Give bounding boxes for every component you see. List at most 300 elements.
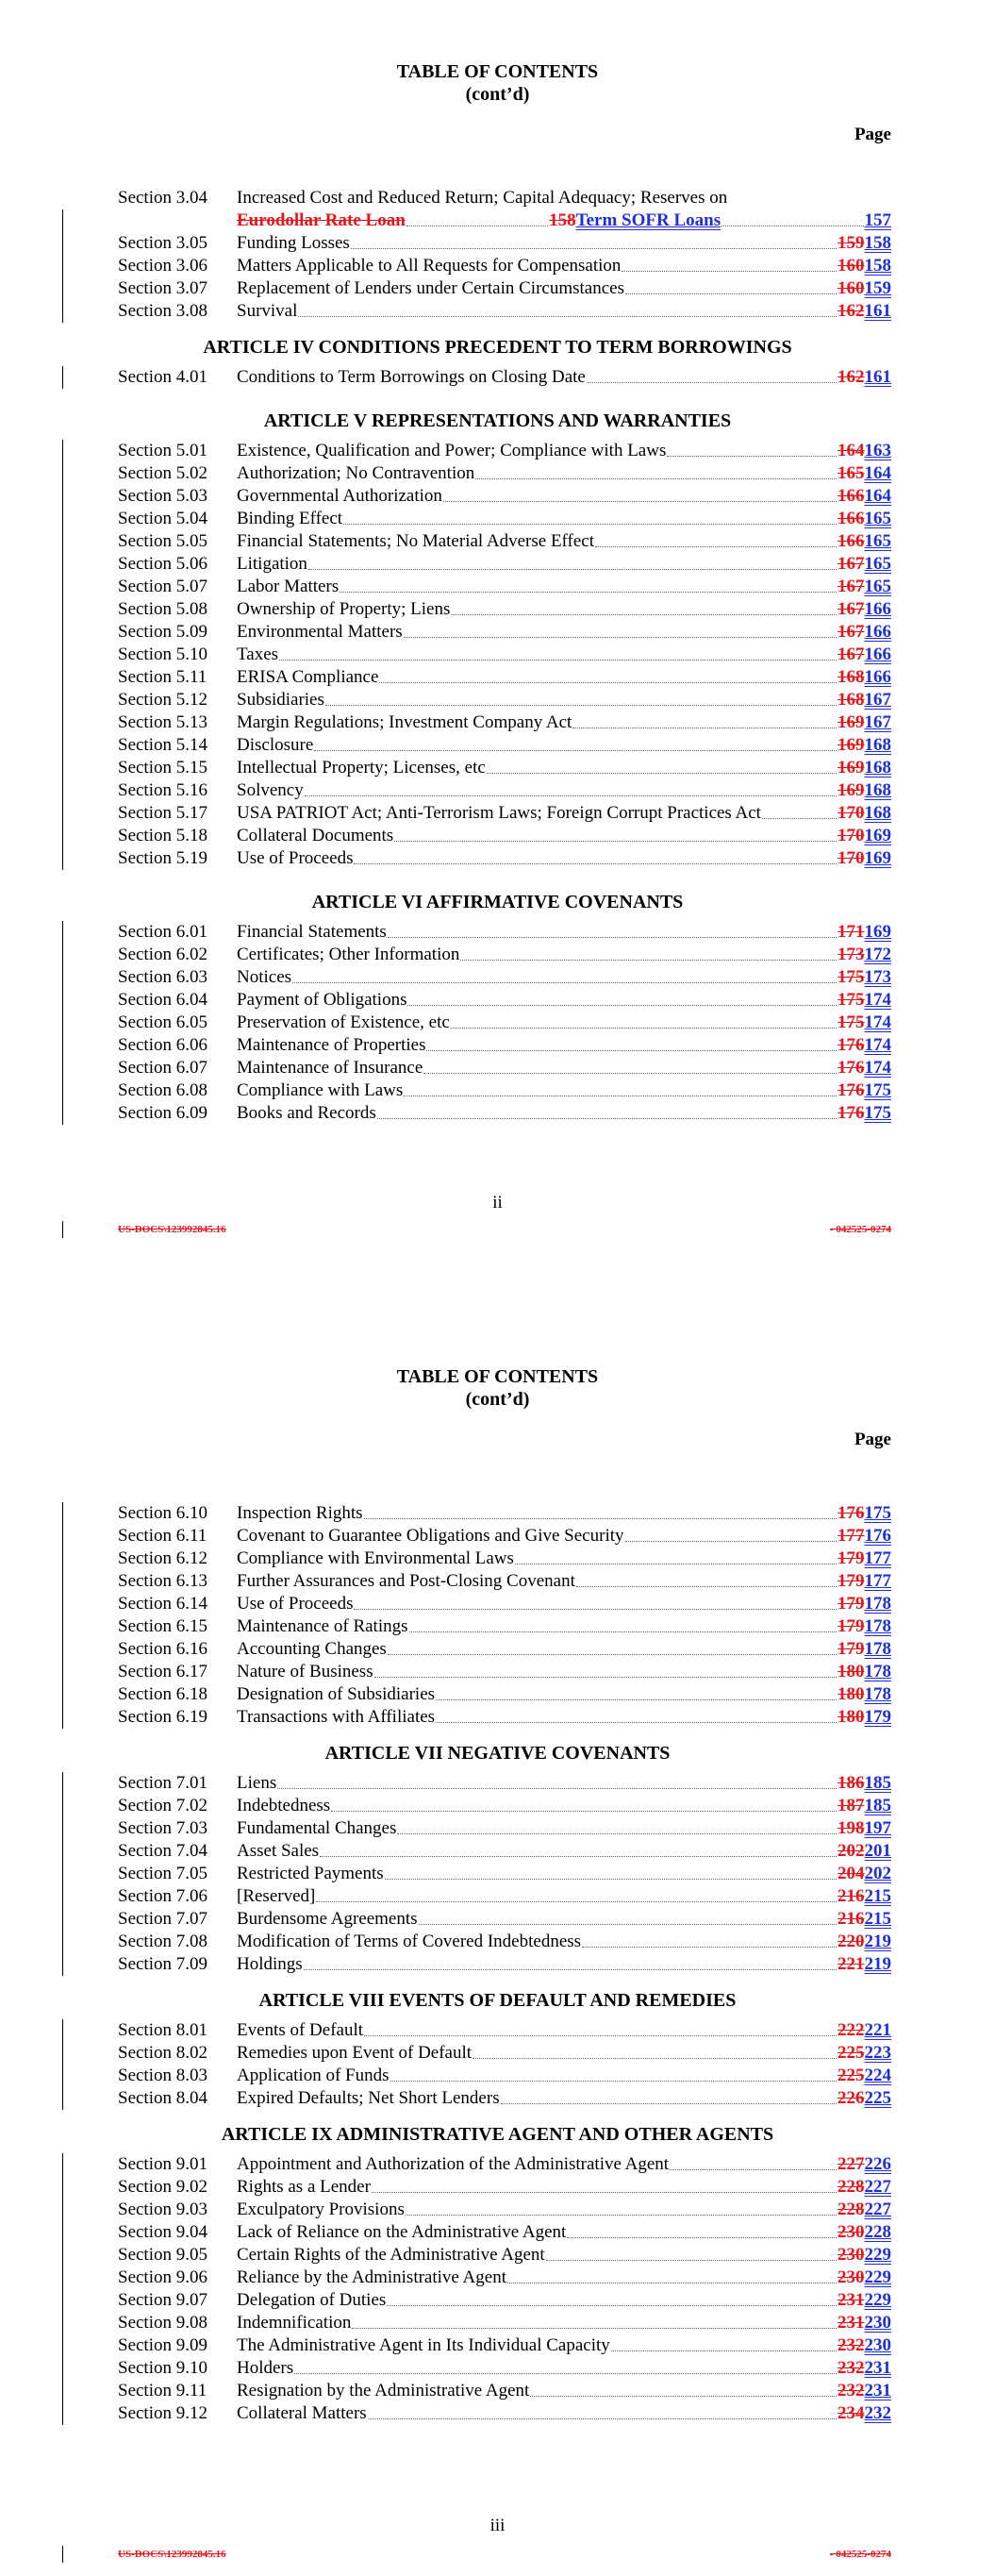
old-page-number: 232	[837, 2335, 865, 2355]
old-page-number: 231	[837, 2313, 865, 2333]
toc-entry[interactable]	[118, 2199, 891, 2221]
section-number: Section 5.14	[118, 735, 207, 755]
section-title: Inspection Rights	[237, 1503, 363, 1523]
old-page-number: 176	[837, 1080, 865, 1100]
toc-entry[interactable]	[118, 255, 891, 277]
section-title: Authorization; No Contravention	[237, 463, 475, 483]
new-page-number: 159	[864, 278, 891, 298]
toc-entry[interactable]	[118, 1840, 891, 1863]
new-page-number: 225	[864, 2088, 891, 2108]
section-number: Section 9.12	[118, 2403, 207, 2423]
dot-leader	[587, 382, 837, 383]
toc-entry[interactable]	[118, 2357, 891, 2380]
dot-leader	[667, 456, 837, 457]
footer-doc-code: - 042525-0274	[829, 2549, 891, 2560]
dot-leader	[397, 1833, 837, 1834]
dot-leader	[294, 2373, 837, 2374]
dot-leader	[331, 1811, 837, 1812]
toc-entry[interactable]	[118, 825, 891, 847]
dot-leader	[409, 1631, 837, 1632]
dot-leader	[451, 614, 837, 615]
toc-entry[interactable]	[118, 2312, 891, 2334]
section-number: Section 7.08	[118, 1932, 207, 1951]
dot-leader	[374, 1677, 837, 1678]
new-page-number: 219	[864, 1954, 891, 1974]
change-bar	[62, 1502, 63, 1729]
toc-entry[interactable]	[118, 644, 891, 666]
dot-leader	[501, 2103, 837, 2104]
old-page-number: 204	[837, 1864, 865, 1883]
dot-leader	[443, 501, 837, 502]
section-title: Resignation by the Administrative Agent	[237, 2381, 530, 2400]
section-title: Existence, Qualification and Power; Compliance with Laws	[237, 441, 667, 460]
old-page-number: 230	[837, 2245, 865, 2265]
toc-entry[interactable]	[118, 1593, 891, 1615]
section-title: Subsidiaries	[237, 690, 324, 710]
section-number: Section 6.05	[118, 1012, 207, 1032]
toc-entry[interactable]	[118, 2221, 891, 2244]
toc-entry[interactable]	[118, 1079, 891, 1102]
dot-leader	[385, 1879, 837, 1880]
dot-leader	[372, 2192, 837, 2193]
dot-leader	[407, 1005, 837, 1006]
section-number: Section 6.11	[118, 1526, 207, 1546]
new-page-number: 165	[864, 554, 891, 574]
old-page-number: 177	[837, 1526, 865, 1546]
new-page-number: 168	[864, 735, 891, 755]
toc-entry[interactable]	[118, 553, 891, 576]
section-title: Fundamental Changes	[237, 1818, 397, 1838]
dot-leader	[436, 1699, 837, 1700]
section-number: Section 8.03	[118, 2066, 207, 2085]
section-number: Section 8.04	[118, 2088, 207, 2108]
toc-entry[interactable]	[118, 621, 891, 644]
toc-entry[interactable]	[118, 1683, 891, 1706]
section-number: Section 9.07	[118, 2290, 207, 2310]
section-title: [Reserved]	[237, 1886, 316, 1906]
section-title: Burdensome Agreements	[237, 1909, 418, 1929]
section-title: Holdings	[237, 1954, 303, 1974]
section-title: Holders	[237, 2358, 294, 2378]
inserted-page-number: 157	[864, 210, 892, 230]
new-page-number: 175	[864, 1503, 891, 1523]
dot-leader	[298, 316, 837, 317]
toc-entry[interactable]	[118, 1931, 891, 1953]
toc-entry[interactable]	[118, 1953, 891, 1976]
dot-leader	[364, 1518, 837, 1519]
toc-entry[interactable]	[118, 2289, 891, 2312]
dot-leader	[354, 1609, 837, 1610]
toc-entry[interactable]	[118, 779, 891, 802]
toc-entry[interactable]	[118, 598, 891, 621]
section-number: Section 5.09	[118, 622, 207, 642]
toc-entry[interactable]	[118, 757, 891, 779]
section-title: Use of Proceeds	[237, 848, 354, 868]
toc-entry-3-04[interactable]	[118, 187, 891, 209]
old-page-number: 169	[837, 712, 865, 732]
dot-leader	[314, 750, 837, 751]
page-column-label: Page	[854, 1430, 891, 1449]
section-number: Section 6.10	[118, 1503, 207, 1523]
old-page-number: 169	[837, 758, 865, 778]
dot-leader	[325, 705, 837, 706]
dot-leader	[292, 982, 837, 983]
toc-entry[interactable]	[118, 1547, 891, 1570]
section-number: Section 6.08	[118, 1080, 207, 1100]
new-page-number: 227	[864, 2177, 891, 2197]
old-page-number: 169	[837, 735, 865, 755]
old-page-number: 173	[837, 945, 865, 964]
toc-entry[interactable]	[118, 277, 891, 300]
section-title: Labor Matters	[237, 577, 340, 596]
section-number: Section 6.12	[118, 1548, 207, 1568]
section-title: Designation of Subsidiaries	[237, 1684, 436, 1704]
toc-subtitle: (cont’d)	[465, 84, 530, 105]
toc-entry[interactable]	[118, 1034, 891, 1057]
dot-leader	[423, 1073, 837, 1074]
old-page-number: 228	[837, 2200, 865, 2219]
toc-entry[interactable]	[118, 1817, 891, 1840]
section-number: Section 3.06	[118, 256, 207, 276]
old-page-number: 180	[837, 1707, 865, 1727]
section-number: Section 5.07	[118, 577, 207, 596]
new-page-number: 177	[864, 1571, 891, 1591]
toc-entry[interactable]	[118, 921, 891, 944]
toc-entry[interactable]	[118, 1795, 891, 1817]
section-number: Section 6.17	[118, 1662, 207, 1681]
toc-entry[interactable]	[118, 440, 891, 462]
section-title: Conditions to Term Borrowings on Closing Date	[237, 367, 586, 387]
section-number: Section 6.04	[118, 990, 207, 1010]
new-page-number: 168	[864, 780, 891, 800]
section-title: Asset Sales	[237, 1841, 320, 1861]
section-number: Section 9.09	[118, 2335, 207, 2355]
section-title: Maintenance of Properties	[237, 1035, 426, 1055]
toc-entry[interactable]	[118, 1570, 891, 1593]
section-title: Remedies upon Event of Default	[237, 2043, 473, 2063]
section-number: Section 5.02	[118, 463, 207, 483]
toc-subtitle: (cont’d)	[465, 1389, 530, 1410]
section-number: Section 7.07	[118, 1909, 207, 1929]
new-page-number: 227	[864, 2200, 891, 2219]
section-number: Section 6.06	[118, 1035, 207, 1055]
old-page-number: 176	[837, 1103, 865, 1123]
old-page-number: 171	[837, 922, 865, 942]
new-page-number: 161	[864, 301, 891, 321]
section-title: Preservation of Existence, etc	[237, 1012, 450, 1032]
section-number: Section 5.05	[118, 531, 207, 551]
new-page-number: 174	[864, 1058, 891, 1078]
toc-entry[interactable]	[118, 966, 891, 989]
section-number: Section 6.13	[118, 1571, 207, 1591]
dot-leader	[343, 524, 837, 525]
toc-entry[interactable]	[118, 2042, 891, 2065]
new-page-number: 165	[864, 577, 891, 596]
toc-entry[interactable]	[118, 366, 891, 389]
old-page-number: 166	[837, 531, 865, 551]
toc-entry[interactable]	[118, 944, 891, 966]
new-page-number: 178	[864, 1616, 891, 1636]
toc-entry[interactable]	[118, 300, 891, 323]
toc-entry[interactable]	[118, 2267, 891, 2289]
toc-entry[interactable]	[118, 576, 891, 598]
change-bar	[62, 2153, 63, 2425]
toc-entry[interactable]	[118, 1057, 891, 1079]
old-page-number: 179	[837, 1639, 865, 1659]
dot-leader	[352, 2328, 837, 2329]
section-title: Restricted Payments	[237, 1864, 384, 1883]
section-number: Section 6.16	[118, 1639, 207, 1659]
toc-entry[interactable]	[118, 1525, 891, 1547]
new-page-number: 158	[864, 256, 891, 276]
old-page-number: 159	[837, 233, 865, 253]
section-number: Section 9.11	[118, 2381, 207, 2400]
old-page-number: 170	[837, 826, 865, 845]
section-number: Section 4.01	[118, 367, 207, 387]
old-page-number: 225	[837, 2066, 865, 2085]
section-number: Section 7.01	[118, 1773, 207, 1793]
new-page-number: 201	[864, 1841, 891, 1861]
section-title: ERISA Compliance	[237, 667, 379, 687]
old-page-number: 160	[837, 278, 865, 298]
section-title: Certificates; Other Information	[237, 945, 460, 964]
toc-entry[interactable]	[118, 1638, 891, 1661]
section-title: Financial Statements; No Material Adverse Effect	[237, 531, 595, 551]
section-number: Section 3.07	[118, 278, 207, 298]
dot-leader	[406, 2215, 837, 2216]
dot-leader	[625, 293, 837, 294]
old-page-number: 175	[837, 990, 865, 1010]
new-page-number: 164	[864, 463, 891, 483]
new-page-number: 176	[864, 1526, 891, 1546]
dot-leader	[388, 1654, 837, 1655]
old-page-number: 168	[837, 690, 865, 710]
section-title: Payment of Obligations	[237, 990, 407, 1010]
old-page-number: 176	[837, 1503, 865, 1523]
new-page-number: 215	[864, 1886, 891, 1906]
dot-leader	[368, 2418, 837, 2419]
new-page-number: 178	[864, 1662, 891, 1681]
section-number: Section 5.12	[118, 690, 207, 710]
toc-entry[interactable]	[118, 2334, 891, 2357]
new-page-number: 173	[864, 967, 891, 987]
page-number: iii	[489, 2516, 506, 2535]
dot-leader	[436, 1722, 837, 1723]
section-title: Expired Defaults; Net Short Lenders	[237, 2088, 500, 2108]
section-title: Transactions with Affiliates	[237, 1707, 436, 1727]
toc-entry[interactable]	[118, 1615, 891, 1638]
old-page-number: 167	[837, 554, 865, 574]
new-page-number: 226	[864, 2154, 891, 2174]
section-title: Events of Default	[237, 2020, 364, 2040]
toc-entry[interactable]	[118, 485, 891, 508]
toc-entry[interactable]	[118, 1908, 891, 1931]
toc-title: TABLE OF CONTENTS	[396, 1366, 599, 1387]
section-title: Intellectual Property; Licenses, etc	[237, 758, 486, 778]
toc-entry[interactable]	[118, 1661, 891, 1683]
new-page-number: 219	[864, 1932, 891, 1951]
dot-leader	[354, 863, 837, 864]
article-heading: ARTICLE VIII EVENTS OF DEFAULT AND REMEDIES	[258, 1990, 737, 2011]
dot-leader	[419, 1924, 837, 1925]
section-number: Section 6.15	[118, 1616, 207, 1636]
toc-entry[interactable]	[118, 2244, 891, 2267]
old-page-number: 232	[837, 2358, 865, 2378]
toc-entry[interactable]	[118, 802, 891, 825]
new-page-number: 185	[864, 1796, 891, 1815]
toc-entry[interactable]	[118, 1706, 891, 1729]
dot-leader	[277, 1788, 837, 1789]
old-page-number: 167	[837, 644, 865, 664]
new-page-number: 164	[864, 486, 891, 506]
toc-entry[interactable]	[118, 2153, 891, 2176]
toc-page-iii	[0, 1288, 995, 2576]
section-number: Section 3.04	[118, 188, 207, 208]
inserted-title-text: Term SOFR Loans	[575, 210, 721, 230]
section-number: Section 8.01	[118, 2020, 207, 2040]
old-page-number: 180	[837, 1684, 865, 1704]
section-number: Section 5.11	[118, 667, 207, 687]
section-number: Section 6.01	[118, 922, 207, 942]
toc-entry[interactable]	[118, 2380, 891, 2402]
toc-entry[interactable]	[118, 1772, 891, 1795]
old-page-number: 216	[837, 1909, 865, 1929]
new-page-number: 174	[864, 1035, 891, 1055]
toc-entry[interactable]	[118, 1012, 891, 1034]
new-page-number: 163	[864, 441, 891, 460]
old-page-number: 226	[837, 2088, 865, 2108]
dot-leader	[390, 2081, 837, 2082]
toc-entry[interactable]	[118, 1885, 891, 1908]
old-page-number: 166	[837, 486, 865, 506]
dot-leader	[364, 2035, 837, 2036]
article-heading: ARTICLE IX ADMINISTRATIVE AGENT AND OTHER AGENTS	[221, 2124, 774, 2145]
toc-entry[interactable]	[118, 530, 891, 553]
section-number: Section 7.02	[118, 1796, 207, 1815]
section-number: Section 5.08	[118, 599, 207, 619]
toc-entry[interactable]	[118, 1863, 891, 1885]
toc-entry[interactable]	[118, 2176, 891, 2199]
page-number: ii	[492, 1193, 503, 1213]
change-bar	[62, 921, 63, 1125]
dot-leader	[451, 1028, 837, 1029]
section-number: Section 6.07	[118, 1058, 207, 1078]
change-bar	[62, 366, 63, 389]
section-number: Section 5.17	[118, 803, 207, 823]
section-title: Binding Effect	[237, 509, 343, 528]
section-title: Margin Regulations; Investment Company Act	[237, 712, 572, 732]
section-number: Section 9.05	[118, 2245, 207, 2265]
toc-entry[interactable]	[118, 734, 891, 757]
section-number: Section 9.06	[118, 2267, 207, 2287]
toc-entry[interactable]	[118, 508, 891, 530]
section-number: Section 7.09	[118, 1954, 207, 1974]
dot-leader	[530, 2396, 837, 2397]
toc-entry-3-04-continuation[interactable]	[118, 209, 891, 232]
old-page-number: 175	[837, 1012, 865, 1032]
old-page-number: 180	[837, 1662, 865, 1681]
dot-leader	[404, 637, 837, 638]
section-title: Environmental Matters	[237, 622, 403, 642]
dot-leader	[351, 248, 837, 249]
section-number: Section 5.10	[118, 644, 207, 664]
new-page-number: 202	[864, 1864, 891, 1883]
section-title: Rights as a Lender	[237, 2177, 371, 2197]
toc-entry[interactable]	[118, 2065, 891, 2087]
section-number: Section 6.09	[118, 1103, 207, 1123]
old-page-number: 186	[837, 1773, 865, 1793]
old-page-number: 162	[837, 301, 865, 321]
toc-entry[interactable]	[118, 689, 891, 711]
new-page-number: 221	[864, 2020, 891, 2040]
old-page-number: 198	[837, 1818, 865, 1838]
old-page-number: 179	[837, 1571, 865, 1591]
dot-leader	[460, 960, 837, 961]
toc-entry[interactable]	[118, 1102, 891, 1125]
dot-leader	[622, 271, 837, 272]
old-page-number: 175	[837, 967, 865, 987]
new-page-number: 165	[864, 509, 891, 528]
change-bar	[62, 2546, 63, 2563]
new-page-number: 228	[864, 2222, 891, 2242]
toc-entry[interactable]	[118, 847, 891, 870]
section-number: Section 5.15	[118, 758, 207, 778]
dot-leader	[308, 569, 837, 570]
old-page-number: 176	[837, 1035, 865, 1055]
old-page-number: 179	[837, 1594, 865, 1614]
old-page-number: 165	[837, 463, 865, 483]
old-page-number: 228	[837, 2177, 865, 2197]
section-number: Section 3.05	[118, 233, 207, 253]
old-page-number: 179	[837, 1548, 865, 1568]
old-page-number: 176	[837, 1058, 865, 1078]
toc-entry[interactable]	[118, 2402, 891, 2425]
section-number: Section 9.01	[118, 2154, 207, 2174]
dot-leader	[305, 795, 837, 796]
old-page-number: 170	[837, 848, 865, 868]
new-page-number: 197	[864, 1818, 891, 1838]
section-number: Section 9.02	[118, 2177, 207, 2197]
toc-entry[interactable]	[118, 2087, 891, 2110]
change-bar	[62, 1221, 63, 1238]
section-title: Solvency	[237, 780, 304, 800]
toc-entry[interactable]	[118, 2019, 891, 2042]
old-page-number: 234	[837, 2403, 865, 2423]
toc-entry[interactable]	[118, 666, 891, 689]
page-column-label: Page	[854, 125, 891, 144]
section-title: Notices	[237, 967, 292, 987]
toc-entry[interactable]	[118, 1502, 891, 1525]
footer-doc-code: - 042525-0274	[829, 1224, 891, 1235]
section-title: Matters Applicable to All Requests for Compensation	[237, 256, 622, 276]
section-title: Covenant to Guarantee Obligations and Give Security	[237, 1526, 624, 1546]
toc-entry[interactable]	[118, 232, 891, 255]
toc-entry[interactable]	[118, 462, 891, 485]
section-title: Indemnification	[237, 2313, 352, 2333]
old-page-number: 168	[837, 667, 865, 687]
toc-entry[interactable]	[118, 989, 891, 1012]
section-number: Section 9.08	[118, 2313, 207, 2333]
dot-leader	[388, 937, 837, 938]
dot-leader	[279, 660, 837, 661]
change-bar	[62, 2019, 63, 2110]
footer-doc-id: US-DOCS\123992845.16	[118, 2549, 226, 2560]
toc-entry[interactable]	[118, 711, 891, 734]
old-page-number: 221	[837, 1954, 865, 1974]
section-number: Section 5.19	[118, 848, 207, 868]
new-page-number: 175	[864, 1103, 891, 1123]
section-number: Section 9.03	[118, 2200, 207, 2219]
